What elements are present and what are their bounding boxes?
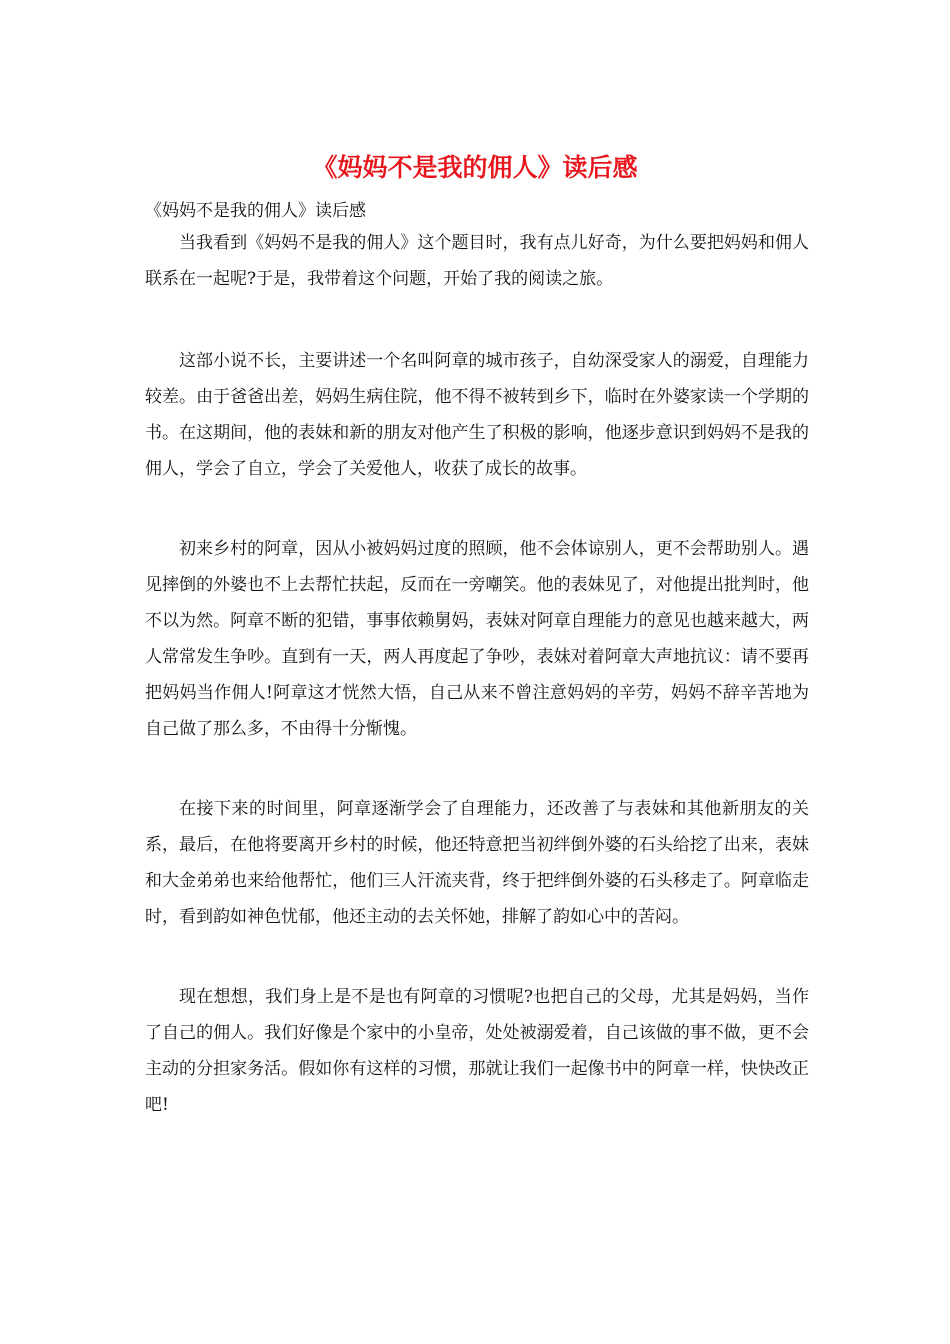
paragraph-2: 这部小说不长，主要讲述一个名叫阿章的城市孩子，自幼深受家人的溺爱，自理能力较差。由于爸爸出差，妈妈生病住院，他不得不被转到乡下，临时在外婆家读一个学期的书。在这期间，他的表妹和新的朋友对他产生了积极的影响，他逐步意识到妈妈不是我的佣人，学会了自立，学会了关爱他人，收获了成长的故事。 bbox=[145, 351, 809, 479]
document-subtitle: 《妈妈不是我的佣人》读后感 bbox=[145, 201, 366, 221]
paragraph-5: 现在想想，我们身上是不是也有阿章的习惯呢?也把自己的父母，尤其是妈妈，当作了自己的佣人。我们好像是个家中的小皇帝，处处被溺爱着，自己该做的事不做，更不会主动的分担家务活。假如你有这样的习惯，那就让我们一起像书中的阿章一样，快快改正吧! bbox=[145, 987, 809, 1115]
paragraph-1: 当我看到《妈妈不是我的佣人》这个题目时，我有点儿好奇，为什么要把妈妈和佣人联系在一起呢?于是，我带着这个问题，开始了我的阅读之旅。 bbox=[145, 233, 809, 289]
page-title: 《妈妈不是我的佣人》读后感 bbox=[312, 153, 638, 182]
document-body bbox=[145, 225, 809, 1167]
paragraph-4: 在接下来的时间里，阿章逐渐学会了自理能力，还改善了与表妹和其他新朋友的关系，最后，在他将要离开乡村的时候，他还特意把当初绊倒外婆的石头给挖了出来，表妹和大金弟弟也来给他帮忙，他们三人汗流夹背，终于把绊倒外婆的石头移走了。阿章临走时，看到韵如神色忧郁，他还主动的去关怀她，排解了韵如心中的苦闷。 bbox=[145, 799, 809, 927]
paragraph-3: 初来乡村的阿章，因从小被妈妈过度的照顾，他不会体谅别人，更不会帮助别人。遇见摔倒的外婆也不上去帮忙扶起，反而在一旁嘲笑。他的表妹见了，对他提出批判时，他不以为然。阿章不断的犯错，事事依赖舅妈，表妹对阿章自理能力的意见也越来越大，两人常常发生争吵。直到有一天，两人再度起了争吵，表妹对着阿章大声地抗议：请不要再把妈妈当作佣人!阿章这才恍然大悟，自己从来不曾注意妈妈的辛劳，妈妈不辞辛苦地为自己做了那么多，不由得十分惭愧。 bbox=[145, 539, 809, 739]
